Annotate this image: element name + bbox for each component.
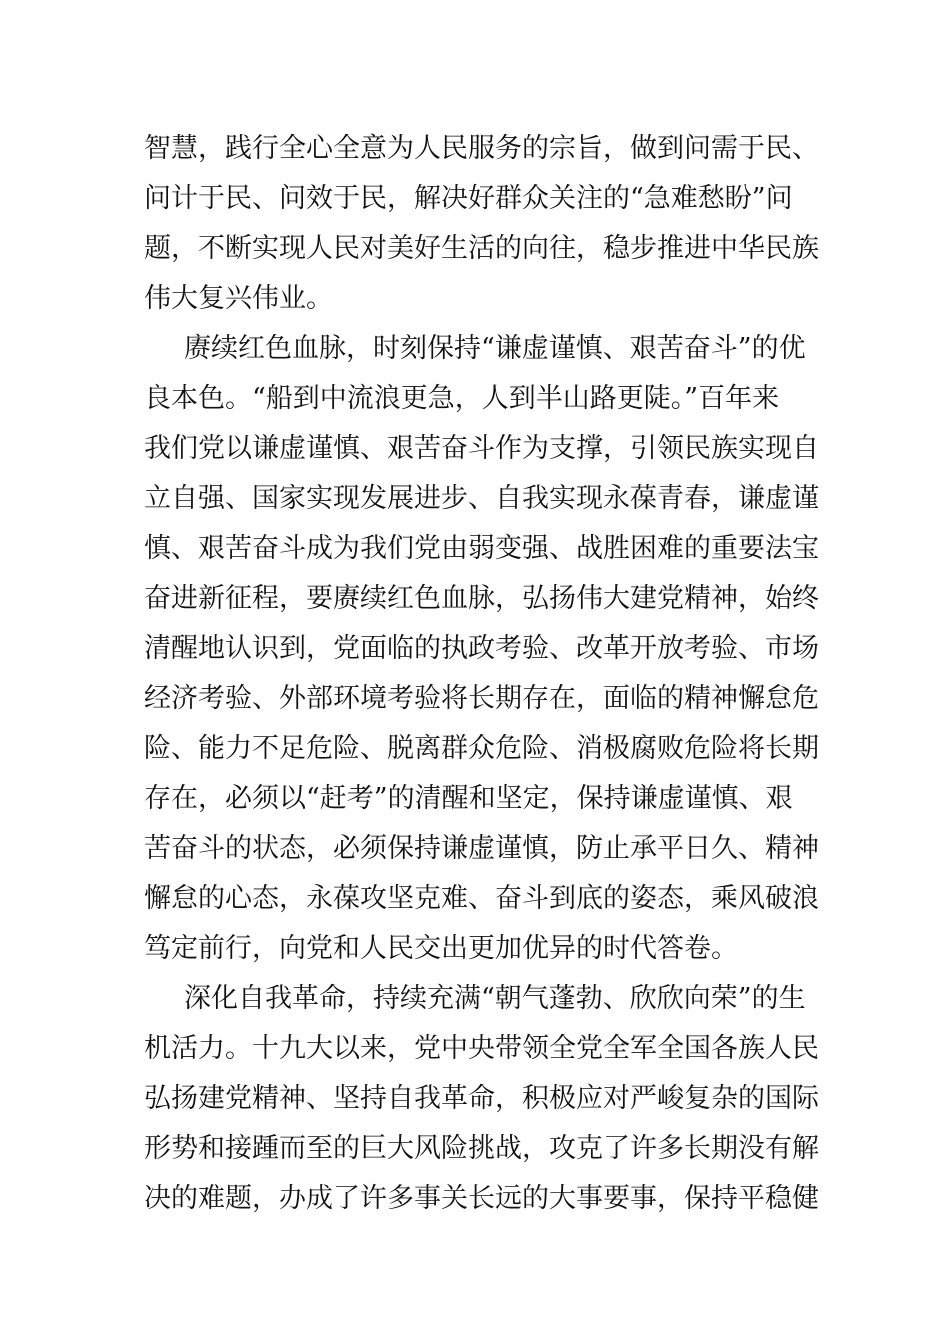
text-line: 良本色。“船到中流浪更急，人到半山路更陡。”百年来 [144,383,780,414]
text-line: 机活力。十九大以来，党中央带领全党全军全国各族人民 [144,1033,819,1064]
text-line: 懈怠的心态，永葆攻坚克难、奋斗到底的姿态，乘风破浪 [144,883,819,914]
paragraph-self-revolution [144,974,819,1224]
text-line: 清醒地认识到，党面临的执政考验、改革开放考验、市场 [144,633,819,664]
text-line: 伟大复兴伟业。 [144,283,333,314]
text-line: 慎、艰苦奋斗成为我们党由弱变强、战胜困难的重要法宝 [144,533,819,564]
text-line: 笃定前行，向党和人民交出更加优异的时代答卷。 [144,933,738,964]
text-line: 形势和接踵而至的巨大风险挑战，攻克了许多长期没有解 [144,1133,819,1164]
paragraph-red-bloodline [144,324,819,974]
text-line: 立自强、国家实现发展进步、自我实现永葆青春，谦虚谨 [144,483,819,514]
text-line: 赓续红色血脉，时刻保持“谦虚谨慎、艰苦奋斗”的优 [184,333,806,364]
paragraph-continuation [144,124,819,324]
text-line: 智慧，践行全心全意为人民服务的宗旨，做到问需于民、 [144,133,819,164]
text-line: 苦奋斗的状态，必须保持谦虚谨慎，防止承平日久、精神 [144,833,819,864]
text-line: 弘扬建党精神、坚持自我革命，积极应对严峻复杂的国际 [144,1083,819,1114]
text-line: 存在，必须以“赶考”的清醒和坚定，保持谦虚谨慎、艰 [144,783,793,814]
text-line: 经济考验、外部环境考验将长期存在，面临的精神懈怠危 [144,683,819,714]
text-line: 奋进新征程，要赓续红色血脉，弘扬伟大建党精神，始终 [144,583,819,614]
document-body [144,124,819,1224]
text-line: 题，不断实现人民对美好生活的向往，稳步推进中华民族 [144,233,819,264]
text-line: 深化自我革命，持续充满“朝气蓬勃、欣欣向荣”的生 [184,983,806,1014]
text-line: 险、能力不足危险、脱离群众危险、消极腐败危险将长期 [144,733,819,764]
text-line: 决的难题，办成了许多事关长远的大事要事，保持平稳健 [144,1183,819,1214]
text-line: 我们党以谦虚谨慎、艰苦奋斗作为支撑，引领民族实现自 [144,433,819,464]
text-line: 问计于民、问效于民，解决好群众关注的“急难愁盼”问 [144,183,793,214]
